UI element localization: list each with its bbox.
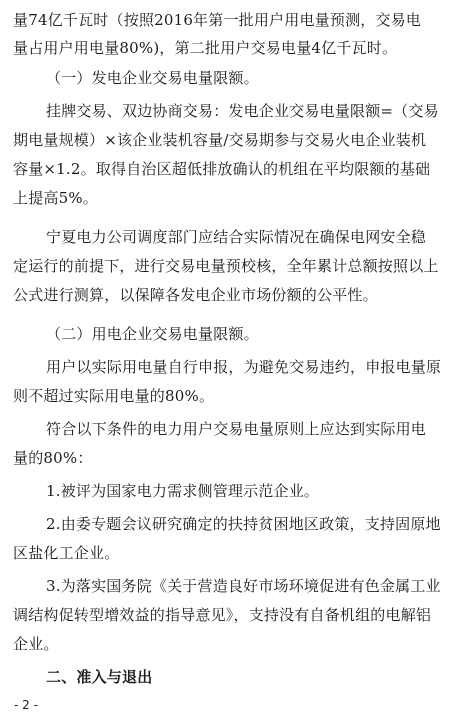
body-text-line: 上提高5%。: [13, 189, 98, 207]
body-text-line: 调结构促转型增效益的指导意见》，支持没有自备机组的电解铝: [13, 606, 432, 624]
body-text-line: 3.为落实国务院《关于营造良好市场环境促进有色金属工业: [46, 577, 441, 595]
body-text-line: 公式进行测算，以保障各发电企业市场份额的公平性。: [13, 286, 378, 304]
body-text-line: 企业。: [13, 635, 59, 653]
body-text-line: 用户以实际用电量自行申报，为避免交易违约，申报电量原: [46, 358, 442, 376]
body-text-line: 定运行的前提下，进行交易电量预校核，全年累计总额按照以上: [13, 257, 439, 275]
body-text-line: 宁夏电力公司调度部门应结合实际情况在确保电网安全稳: [46, 228, 427, 246]
body-text-line: 量占用户用电量80%)，第二批用户交易电量4亿千瓦时。: [13, 39, 398, 57]
body-text-line: 2.由委专题会议研究确定的扶持贫困地区政策，支持固原地: [46, 515, 441, 533]
section-subheading: （二）用电企业交易电量限额。: [46, 325, 259, 343]
body-text-line: 量74亿千瓦时（按照2016年第一批用户用电量预测，交易电: [13, 11, 422, 29]
body-text-line: 量的80%：: [13, 449, 93, 467]
body-text-line: 符合以下条件的电力用户交易电量原则上应达到实际用电: [46, 420, 427, 438]
body-text-line: 容量×1.2。取得自治区超低排放确认的机组在平均限额的基础: [13, 160, 431, 178]
body-text-line: 挂牌交易、双边协商交易：发电企业交易电量限额=（交易: [46, 102, 439, 120]
body-text-line: 1.被评为国家电力需求侧管理示范企业。: [46, 482, 320, 500]
body-text-line: 期电量规模）×该企业装机容量/交易期参与交易火电企业装机: [13, 131, 427, 149]
body-text-line: 区盐化工企业。: [13, 544, 120, 562]
section-heading: 二、准入与退出: [46, 668, 153, 686]
section-subheading: （一）发电企业交易电量限额。: [46, 69, 259, 87]
body-text-line: 则不超过实际用电量的80%。: [13, 387, 215, 405]
page-number: - 2 -: [14, 698, 38, 712]
